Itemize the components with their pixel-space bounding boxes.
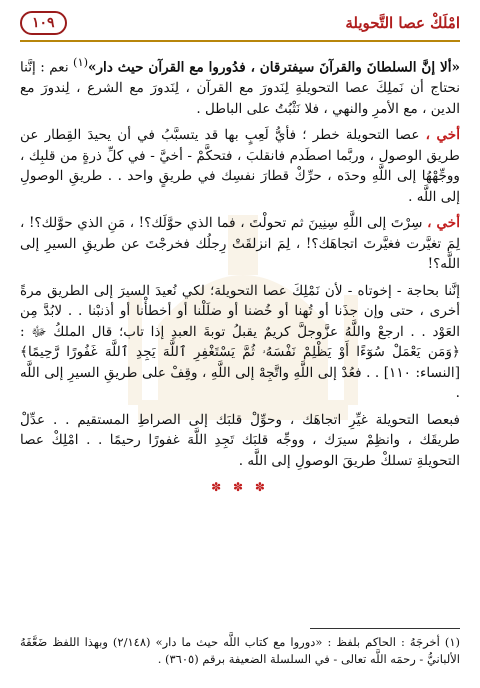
- paragraph-3: [20, 213, 460, 275]
- paragraph-3-text: سِرْتَ إلى اللَّهِ سِنِينَ ثم تحولْتَ ، فما الذي حوَّلَك؟! ، مَنِ الذي حوَّلك؟! ، لِمَ تغيَّرت فغيَّرتَ اتجاهَك؟! ، لِمَ انزلقَتْ رِجلُك فخرجْتَ عن طريقِ السيرِ إلى اللَّه؟!: [20, 215, 460, 273]
- paragraph-5: فبعصا التحويلة غيِّرِ اتجاهَك ، وحوِّلْ قلبَك إلى الصراطِ المستقيم . . عدِّلْ طريقَك ، وانظِمْ سيرَك ، ووجِّه قلبَك تَجِدِ اللَّهَ غفورًا رحيمًا . . امْلِكْ عصا التحويلةِ تسلكْ طريقَ الوصولِ إلى اللَّه .: [20, 411, 460, 469]
- paragraph-2-text: عصا التحويلة خطر ؛ فأيُّ لَعِبٍ بها قد يتسبَّبُ في أن يحيدَ القِطار عن طريق الوصول ، وربَّما اصطَدم فانقلبَ ، فتحكَّمْ - أخيَّ - في كلِّ ذرةٍ من قلبِك ، ووجِّهْهُا إلى اللَّهِ وحدَه ، حرِّكْ قطارَ نفسِك في طريقٍ واحد . . طريقِ الوصولِ إلى اللَّه .: [20, 127, 460, 205]
- footnote: (١) أخرجَهُ : الحاكم بلفظ : «دوروا مع كتاب اللَّه حيث ما دار» (٢/١٤٨) وبهذا اللفظ ضَعَّفَهُ الألبانيُّ - رحمَه اللَّه تعالى - في السلسلة الضعيفة برقم (٣٦٠٥) .: [20, 635, 460, 666]
- footnote-separator: [310, 628, 460, 629]
- footnote-ref: (١): [73, 55, 88, 69]
- paragraph-4: إنَّنا بحاجة - إخوتاه - لأن نَمْلِكَ عصا التحويلة؛ لكي نُعيدَ السيرَ إلى الطريق مرةً أخرى ، حتى وإن جذَنا أو تُهنا أو خُضنا أو ضلَلْنا أو أخطأْنا أو أذنبْنا . . لابُدَّ مِن العَوْد . . ارجعْ واللَّهُ عزَّوجلَّ كريمٌ يقبلُ توبةَ العبدِ إذا تاب؛ قال الملكُ ﷻ : ﴿وَمَن يَعْمَلْ سُوٓءًا أَوْ يَظْلِمْ نَفْسَهُۥ ثُمَّ يَسْتَغْفِرِ ٱللَّهَ يَجِدِ ٱللَّهَ غَفُورًا رَّحِيمًا﴾ [النساء: ١١٠] . . فعُدْ إلى اللَّهِ واتَّجِهْ إلى اللَّهِ ، وقِفْ على طريقِ السيرِ إلى اللَّه .: [20, 282, 461, 402]
- running-title: امْلَكْ عصا التَّحويلة: [345, 14, 460, 32]
- paragraph-3-lead: أخي ،: [427, 215, 460, 232]
- paragraph-1-text: نعم : إنَّنا نحتاج أن نَملِكَ عصا التحويلةِ لِنَدورَ مع القرآن ، لِنَدورَ مع الشرع ، لِندورَ مع الدين ، مع الأمرِ والنهي ، فلا نَثْبُتُ على الباطل .: [20, 59, 460, 117]
- section-divider-stars: ✽ ✽ ✽: [211, 480, 269, 495]
- page-body: [20, 52, 460, 498]
- hadith-quote: «ألا إنَّ السلطانَ والقرآنَ سيفترقان ، فدُوروا مع القرآن حيث دار»: [87, 59, 460, 76]
- page-number: ١٠٩: [20, 11, 67, 35]
- page-header: [20, 6, 460, 42]
- paragraph-2-lead: أخي ،: [425, 127, 460, 144]
- paragraph-1: [20, 52, 460, 119]
- paragraph-2: [20, 125, 460, 207]
